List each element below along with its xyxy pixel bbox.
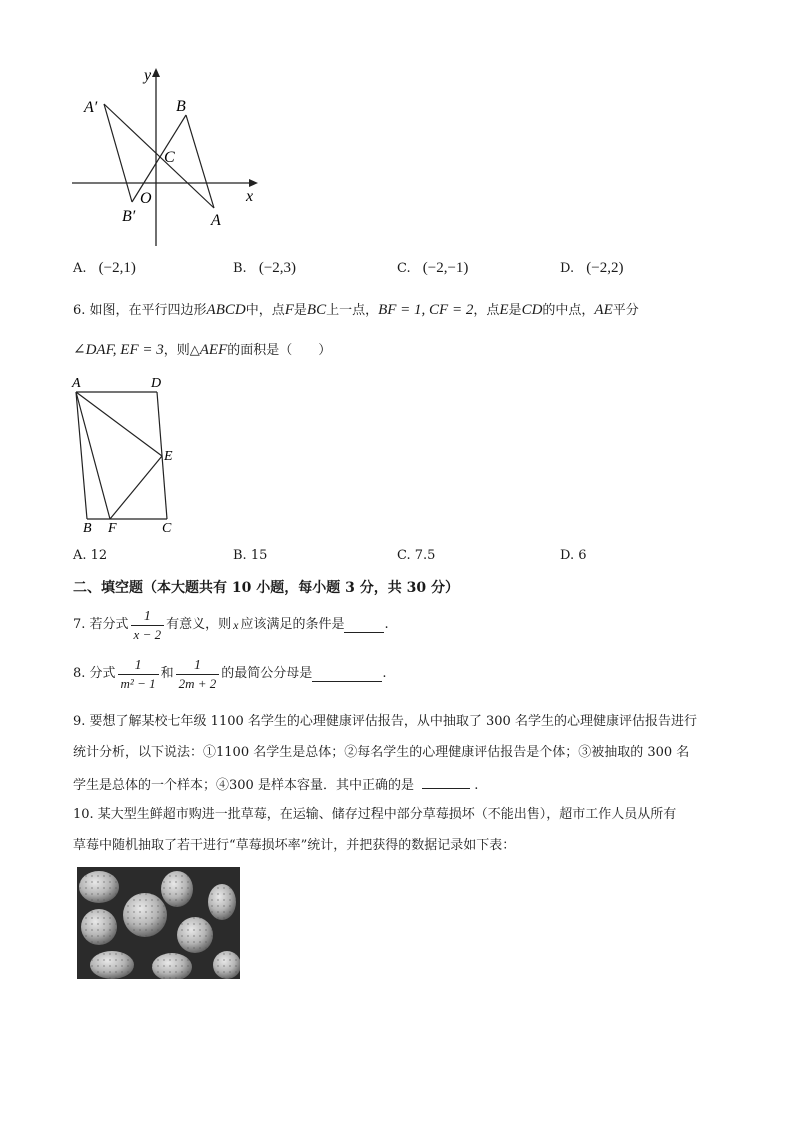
q8 xyxy=(73,654,386,694)
text: 有意义，则 xyxy=(166,617,232,632)
label-b: B xyxy=(83,521,92,536)
numerator: 1 xyxy=(143,608,151,624)
label-b-prime: B′ xyxy=(122,208,136,225)
text: . xyxy=(384,617,389,632)
label-a: A xyxy=(211,212,221,229)
denominator: m² − 1 xyxy=(118,674,159,692)
text: 应该满足的条件是 xyxy=(240,617,345,632)
text: 的中点， xyxy=(542,303,595,318)
label-f: F xyxy=(108,521,117,536)
q9-line-1: 9. 要想了解某校七年级 1100 名学生的心理健康评估报告，从中抽取了 300 名学生的心理健康评估报告进行 xyxy=(73,714,697,729)
x-axis-arrow xyxy=(249,179,258,187)
q7 xyxy=(73,605,389,645)
q7-fraction xyxy=(131,608,165,643)
q10-line-2: 草莓中随机抽取了若干进行“草莓损坏率”统计，并把获得的数据记录如下表： xyxy=(73,838,516,853)
text: ，点 xyxy=(473,303,500,318)
math: AE xyxy=(594,302,613,318)
q5-option-a[interactable] xyxy=(73,258,136,279)
q9-answer-blank[interactable] xyxy=(422,774,470,789)
q5-option-b[interactable] xyxy=(233,258,296,279)
text: 7. 若分式 xyxy=(73,617,129,632)
text: 和 xyxy=(160,666,174,681)
label-c: C xyxy=(162,521,172,536)
label-a: A xyxy=(72,376,81,391)
label-y: y xyxy=(144,67,152,84)
math: ABCD xyxy=(206,302,246,318)
q8-fraction-1 xyxy=(118,657,159,692)
q5-option-c[interactable] xyxy=(397,258,468,279)
option-value: (−2,2) xyxy=(586,260,624,276)
q5-option-d[interactable] xyxy=(560,258,623,279)
option-letter: C. xyxy=(397,261,411,276)
q10-line-1: 10. 某大型生鲜超市购进一批草莓，在运输、储存过程中部分草莓损坏（不能出售），超市工作人员从所有 xyxy=(73,807,677,822)
math: BF = 1, CF = 2 xyxy=(378,302,474,318)
math: F xyxy=(284,302,294,318)
math: ∠DAF, EF = 3 xyxy=(73,342,164,358)
q7-answer-blank[interactable] xyxy=(344,618,384,633)
q6-option-c[interactable]: C. 7.5 xyxy=(397,548,436,563)
text: 中，点 xyxy=(245,303,285,318)
text: 是 xyxy=(508,303,522,318)
label-c: C xyxy=(164,149,175,166)
q8-answer-blank[interactable] xyxy=(312,667,382,682)
y-axis-arrow xyxy=(152,68,160,77)
text: 是 xyxy=(293,303,307,318)
parallelogram-figure xyxy=(65,370,195,540)
label-b: B xyxy=(176,98,186,115)
option-value: (−2,−1) xyxy=(422,260,469,276)
section-heading: 二、填空题（本大题共有 10 小题，每小题 3 分，共 30 分） xyxy=(73,580,459,596)
text: 的最简公分母是 xyxy=(221,666,313,681)
option-letter: D. xyxy=(560,261,575,276)
denominator: 2m + 2 xyxy=(176,674,220,692)
label-d: D xyxy=(151,376,162,391)
math: x xyxy=(233,618,239,632)
text: 的面积是（ ） xyxy=(227,343,332,358)
segment-fe xyxy=(110,456,162,519)
q9-line-2: 统计分析，以下说法：①1100 名学生是总体；②每名学生的心理健康评估报告是个体；③被抽取的 300 名 xyxy=(73,745,690,760)
option-letter: A. xyxy=(73,261,87,276)
label-a-prime: A′ xyxy=(84,99,98,116)
text: . xyxy=(382,666,387,681)
q6-option-d[interactable]: D. 6 xyxy=(560,548,587,563)
segment-b-prime-c xyxy=(132,115,186,202)
math: AEF xyxy=(199,342,228,358)
option-letter: B. xyxy=(233,261,247,276)
text: . xyxy=(474,778,479,793)
segment-ae xyxy=(76,392,162,456)
text: 6. 如图，在平行四边形 xyxy=(73,303,207,318)
text: 学生是总体的一个样本；④300 是样本容量．其中正确的是 xyxy=(73,778,414,793)
math: BC xyxy=(306,302,327,318)
q6-option-a[interactable]: A. 12 xyxy=(73,548,108,563)
strawberry-photo xyxy=(77,867,240,979)
q6-line-2 xyxy=(73,340,331,361)
math: CD xyxy=(521,302,543,318)
q9-line-3 xyxy=(73,774,478,796)
label-o: O xyxy=(140,190,152,207)
q6-option-b[interactable]: B. 15 xyxy=(233,548,268,563)
numerator: 1 xyxy=(134,657,142,673)
segment-a-prime-a xyxy=(104,104,214,208)
text: 平分 xyxy=(612,303,639,318)
text: ，则△ xyxy=(163,343,200,358)
denominator: x − 2 xyxy=(131,625,165,643)
q8-fraction-2 xyxy=(176,657,220,692)
option-value: (−2,1) xyxy=(98,260,136,276)
label-e: E xyxy=(164,449,173,464)
segment-a-prime-b-prime xyxy=(104,104,132,202)
numerator: 1 xyxy=(193,657,201,673)
text: 上一点， xyxy=(326,303,379,318)
math: E xyxy=(499,302,509,318)
label-x: x xyxy=(246,188,254,205)
text: 8. 分式 xyxy=(73,666,116,681)
coordinate-figure xyxy=(60,60,280,255)
q6-line-1 xyxy=(73,300,639,321)
option-value: (−2,3) xyxy=(258,260,297,276)
